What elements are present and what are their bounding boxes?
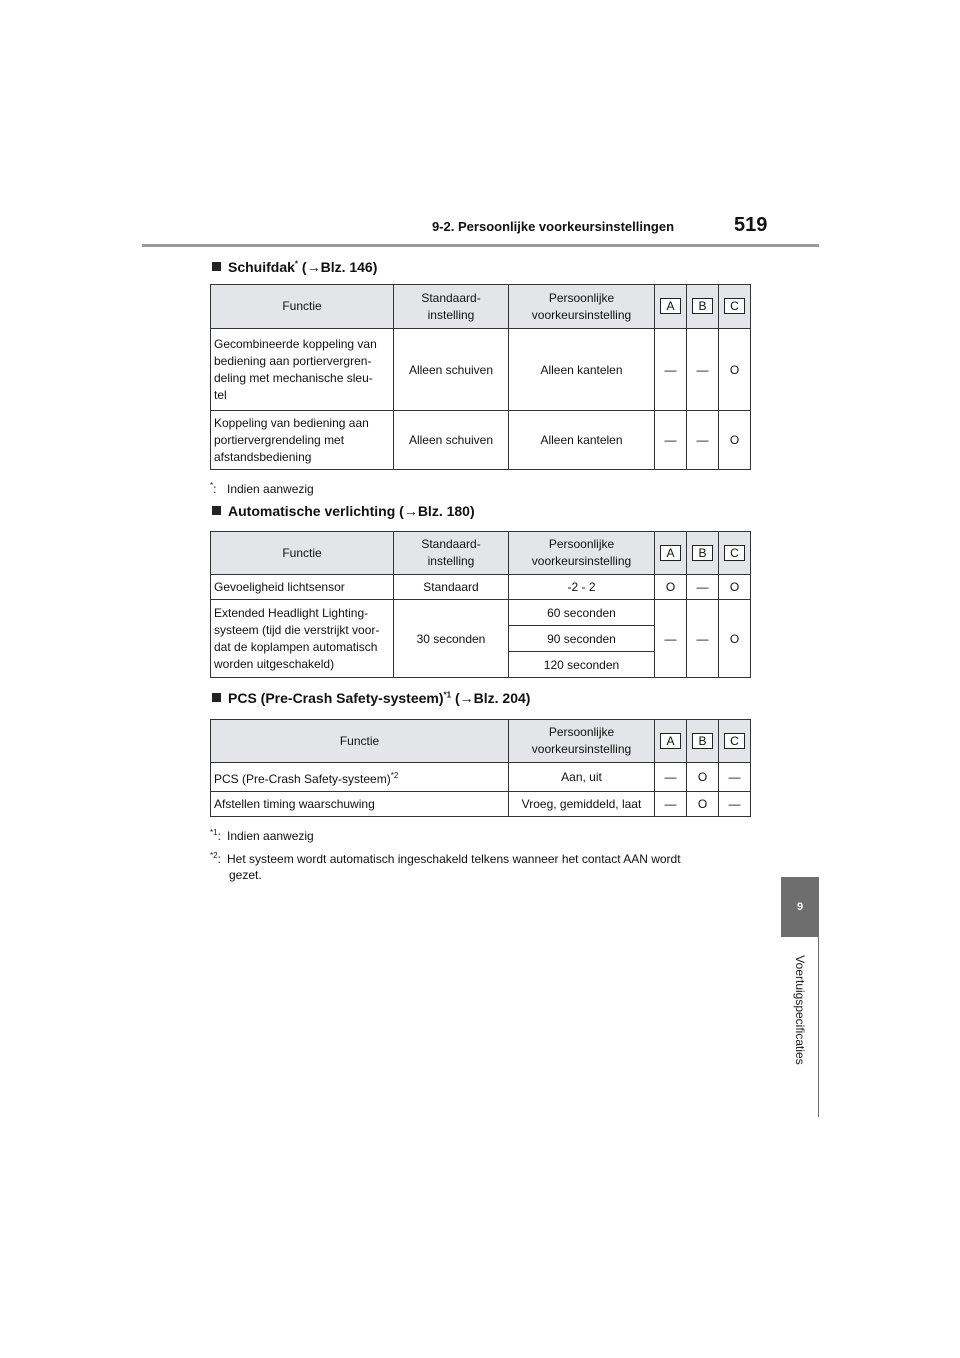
b-cell: —	[687, 600, 719, 678]
chapter-tab-line	[818, 937, 819, 1117]
section-header-title: 9-2. Persoonlijke voorkeursinstellingen	[432, 219, 675, 234]
chapter-tab	[781, 877, 819, 937]
b-cell: —	[687, 575, 719, 600]
chapter-number: 9	[796, 901, 804, 913]
letter-b-icon: B	[692, 733, 713, 749]
section-heading-sunroof	[212, 259, 377, 275]
c-cell: —	[719, 763, 751, 792]
section-heading-auto-lighting	[212, 503, 475, 519]
section-title: PCS (Pre-Crash Safety-systeem)	[228, 690, 444, 706]
section-title: Schuifdak	[228, 259, 295, 275]
default-cell: Alleen schuiven	[394, 329, 509, 411]
b-cell: —	[687, 329, 719, 411]
section-heading-pcs	[212, 690, 530, 706]
c-cell: O	[719, 329, 751, 411]
function-cell: Gecombineerde koppeling van bediening aan portiervergren- deling met mechanische sleu- tel	[211, 329, 394, 411]
function-cell: Extended Headlight Lighting- systeem (tijd die verstrijkt voor- dat de koplampen automatisch worden uitgeschakeld)	[211, 600, 394, 678]
auto-lighting-table	[210, 531, 751, 678]
table-row	[211, 411, 751, 470]
default-cell: Alleen schuiven	[394, 411, 509, 470]
custom-cell: Alleen kantelen	[509, 329, 655, 411]
a-cell: —	[655, 763, 687, 792]
b-cell: O	[687, 763, 719, 792]
table-row	[211, 329, 751, 411]
c-cell: —	[719, 792, 751, 817]
column-header: Persoonlijke voorkeursinstelling	[509, 532, 655, 575]
table-header-row	[211, 285, 751, 329]
page-number: 519	[734, 214, 768, 236]
page-reference: (→Blz. 180)	[399, 503, 475, 519]
letter-c-icon: C	[724, 545, 745, 561]
function-cell: Afstellen timing waarschuwing	[211, 792, 509, 817]
a-cell: —	[655, 792, 687, 817]
column-header: Standaard- instelling	[394, 532, 509, 575]
footnote: $^{*1}$: Indien aanwezig	[210, 828, 314, 843]
custom-cell: Alleen kantelen	[509, 411, 655, 470]
letter-a-icon: A	[660, 545, 681, 561]
table-row	[211, 575, 751, 600]
b-cell: —	[687, 411, 719, 470]
column-header-c	[719, 285, 751, 329]
custom-cell: Vroeg, gemiddeld, laat	[509, 792, 655, 817]
custom-cell: Aan, uit	[509, 763, 655, 792]
table-header-row	[211, 720, 751, 763]
column-header-b	[687, 532, 719, 575]
column-header: Persoonlijke voorkeursinstelling	[509, 720, 655, 763]
default-cell: Standaard	[394, 575, 509, 600]
custom-cell: 90 seconden	[509, 626, 655, 652]
function-cell: Gevoeligheid lichtsensor	[211, 575, 394, 600]
column-header: Functie	[211, 532, 394, 575]
custom-cell: -2 - 2	[509, 575, 655, 600]
letter-c-icon: C	[724, 298, 745, 314]
column-header-b	[687, 720, 719, 763]
square-bullet-icon	[212, 506, 221, 515]
a-cell: —	[655, 600, 687, 678]
pcs-table	[210, 719, 751, 817]
header-rule	[142, 244, 819, 247]
column-header-a	[655, 532, 687, 575]
custom-cell: 60 seconden	[509, 600, 655, 626]
page-reference: (→Blz. 146)	[301, 259, 378, 275]
section-title-mark: *1	[443, 690, 452, 700]
letter-b-icon: B	[692, 545, 713, 561]
column-header: Functie	[211, 720, 509, 763]
footnote: $^{*2}$: Het systeem wordt automatisch ingeschakeld telkens wanneer het contact AAN wordt gezet.	[210, 851, 681, 882]
table-row	[211, 792, 751, 817]
custom-cell: 120 seconden	[509, 652, 655, 678]
column-header: Functie	[211, 285, 394, 329]
section-title-mark: *	[294, 259, 299, 269]
sunroof-table	[210, 284, 751, 470]
column-header-a	[655, 720, 687, 763]
column-header: Persoonlijke voorkeursinstelling	[509, 285, 655, 329]
section-title: Automatische verlichting	[228, 503, 396, 519]
table-row	[211, 600, 751, 626]
chapter-label: Voertuigspecificaties	[793, 955, 807, 1065]
letter-a-icon: A	[660, 298, 681, 314]
table-row	[211, 763, 751, 792]
c-cell: O	[719, 600, 751, 678]
letter-b-icon: B	[692, 298, 713, 314]
a-cell: —	[655, 411, 687, 470]
c-cell: O	[719, 575, 751, 600]
a-cell: O	[655, 575, 687, 600]
a-cell: —	[655, 329, 687, 411]
column-header: Standaard- instelling	[394, 285, 509, 329]
column-header-a	[655, 285, 687, 329]
function-cell: Koppeling van bediening aan portiervergrendeling met afstandsbediening	[211, 411, 394, 470]
square-bullet-icon	[212, 262, 221, 271]
letter-c-icon: C	[724, 733, 745, 749]
default-cell: 30 seconden	[394, 600, 509, 678]
footnote: *: Indien aanwezig	[210, 481, 314, 496]
table-header-row	[211, 532, 751, 575]
page-reference: (→Blz. 204)	[454, 690, 531, 706]
column-header-c	[719, 720, 751, 763]
column-header-c	[719, 532, 751, 575]
column-header-b	[687, 285, 719, 329]
function-cell: PCS (Pre-Crash Safety-systeem)$^{*2}$	[211, 763, 509, 792]
letter-a-icon: A	[660, 733, 681, 749]
b-cell: O	[687, 792, 719, 817]
square-bullet-icon	[212, 693, 221, 702]
c-cell: O	[719, 411, 751, 470]
